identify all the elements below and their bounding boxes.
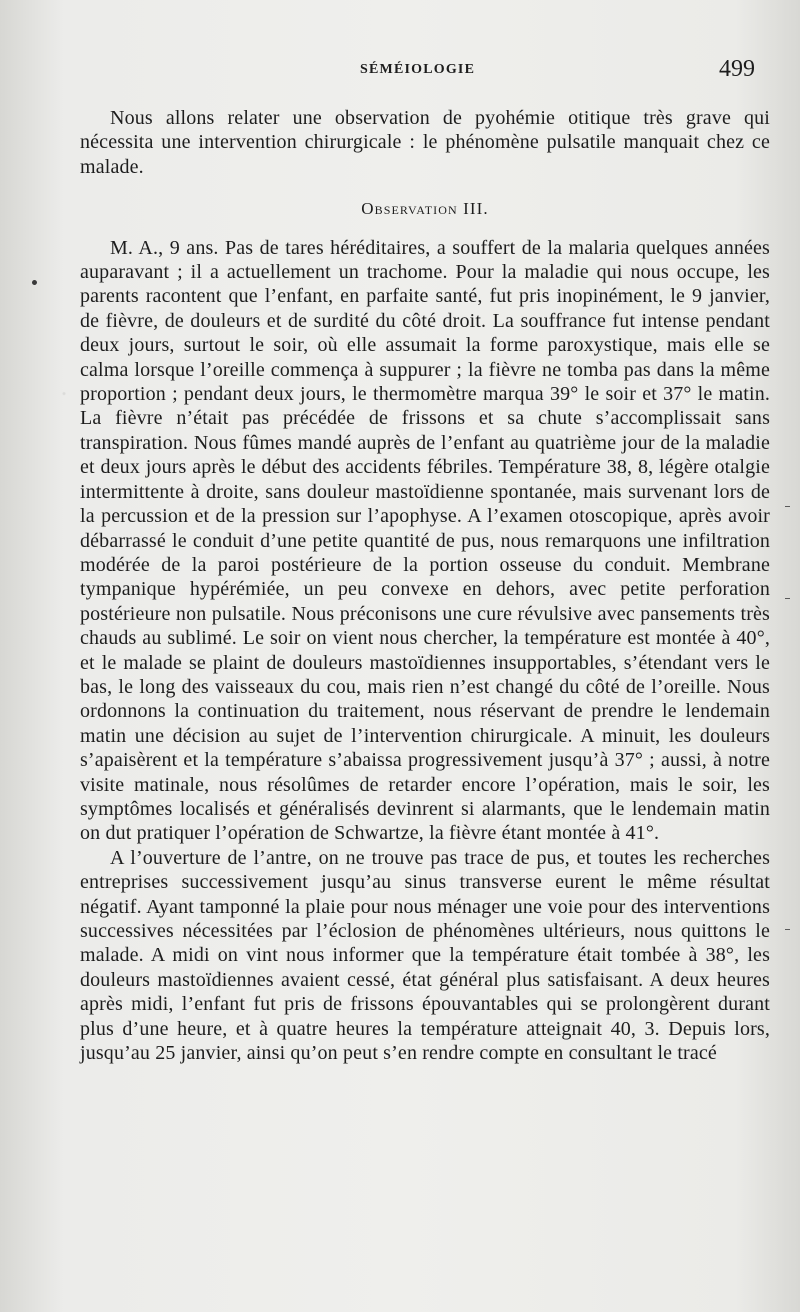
observation-heading: Observation III. [361,199,489,219]
observation-paragraph: M. A., 9 ans. Pas de tares héréditaires, a souffert de la malaria quelques années auparavant ; il a actuellement un trachome. Pour la maladie qui nous occupe, les parents racontent que l’enfant, en parfaite santé, fut pris inopinément, le 9 janvier, de fièvre, de douleurs et de surdité du côté droit. La souffrance fut intense pendant deux jours, surtout le soir, où elle assumait la forme paroxystique, mais elle se calma lorsque l’oreille commença à suppurer ; la fièvre ne tomba pas dans la même proportion ; pendant deux jours, le thermomètre marqua 39° le soir et 37° le matin. La fièvre n’était pas précédée de frissons et sa chute s’accomplissait sans transpiration. Nous fûmes mandé auprès de l’enfant au quatrième jour de la maladie et deux jours après le début des accidents fébriles. Température 38, 8, légère otalgie intermittente à droite, sans douleur mastoïdienne spontanée, mais survenant lors de la percussion et de la pression sur l’apophyse. A l’examen otoscopique, après avoir débarrassé le conduit d’une petite quantité de pus, nous remarquons une infiltration modérée de la paroi postérieure de la portion osseuse du conduit. Membrane tympanique hypérémiée, un peu convexe en dehors, avec petite perforation postérieure non pulsatile. Nous préconisons une cure révulsive avec pansements très chauds au sublimé. Le soir on vient nous chercher, la température est montée à 40°, et le malade se plaint de douleurs mastoïdiennes insupportables, s’étendant vers le bas, le long des vaisseaux du cou, mais rien n’est changé du côté de l’oreille. Nous ordonnons la continuation du traitement, nous réservant de prendre le lendemain matin une décision au sujet de l’intervention chirurgicale. A minuit, les douleurs s’apaisèrent et la température s’abaissa progressivement jusqu’à 37° ; aussi, à notre visite matinale, nous résolûmes de retarder encore l’opération, mais le soir, les symptômes localisés et généralisés devinrent si alarmants, que le lendemain matin on dut pratiquer l’opération de Schwartze, la fièvre étant montée à 41°. [80,236,770,845]
page-header [88,56,760,88]
introduction-paragraph: Nous allons relater une observation de pyohémie otitique très grave qui nécessita une intervention chirurgicale : le phénomène pulsatile manquait chez ce malade. [80,107,770,178]
observation-paragraph: A l’ouverture de l’antre, on ne trouve pas trace de pus, et toutes les recherches entreprises successivement jusqu’au sinus transverse eurent le même résultat négatif. Ayant tamponné la plaie pour nous ménager une voie pour des interventions successives nécessitées par l’éclosion de phénomènes ultérieurs, nous quittons le malade. A midi on vint nous informer que la température était tombée à 38°, les douleurs mastoïdiennes avaient cessé, état général plus satisfaisant. A deux heures après midi, l’enfant fut pris de frissons épouvantables qui se prolongèrent durant plus d’une heure, et à quatre heures la température atteignait 40, 3. Depuis lors, jusqu’au 25 janvier, ainsi qu’on peut s’en rendre compte en consultant le tracé [80,846,770,1065]
right-edge-mark [785,598,790,599]
running-head: SÉMÉIOLOGIE [360,62,476,77]
right-edge-mark [785,506,790,507]
right-edge-mark [785,929,790,930]
document-content [80,106,770,1065]
margin-ink-mark [31,279,38,286]
page-number: 499 [719,56,755,82]
